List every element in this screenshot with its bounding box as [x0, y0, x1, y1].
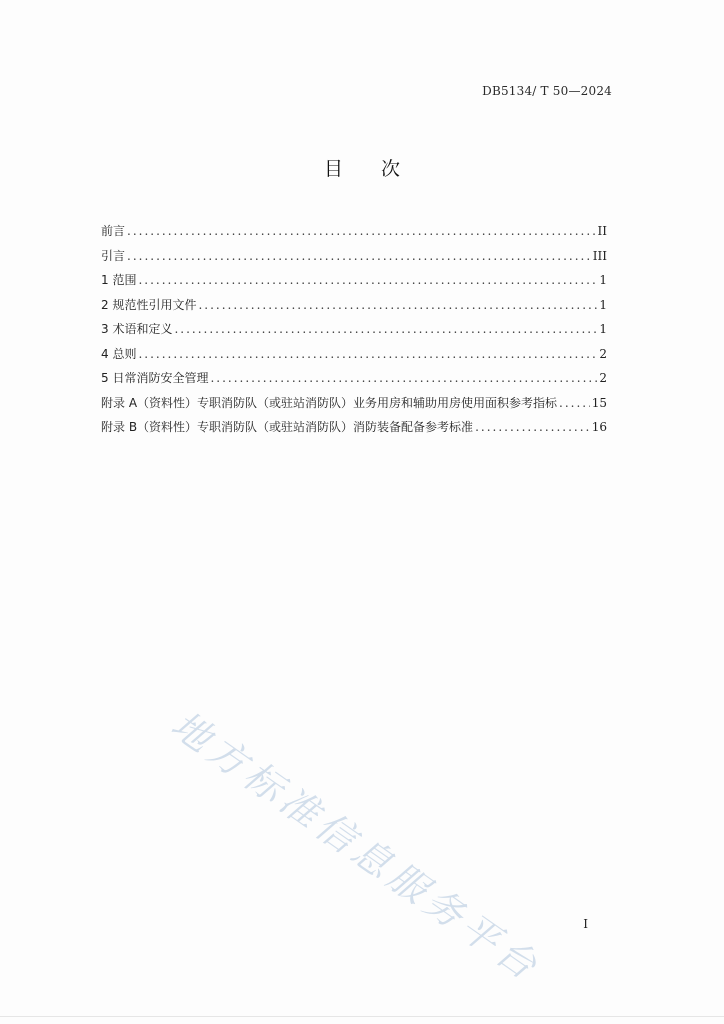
- document-code: DB5134/ T 50—2024: [482, 84, 612, 98]
- toc-title: 目 次: [323, 158, 417, 180]
- toc-entry-page: 1: [599, 273, 607, 287]
- toc-entry-label: 4 总则: [101, 346, 137, 361]
- toc-entry-label: 附录 A（资料性）专职消防队（或驻站消防队）业务用房和辅助用房使用面积参考指标: [101, 395, 558, 410]
- toc-entry-page: 1: [599, 297, 607, 312]
- toc-entry-page: 16: [591, 420, 607, 434]
- toc-leader-dots: [198, 298, 597, 312]
- toc-entry-page: III: [592, 248, 607, 263]
- toc-entry-terms-definitions[interactable]: [101, 320, 607, 345]
- table-of-contents: [101, 222, 607, 443]
- toc-entry-scope[interactable]: [101, 271, 607, 296]
- toc-leader-dots: [174, 322, 597, 336]
- watermark: 地方标准信息服务平台: [163, 702, 550, 991]
- toc-entry-label: 2 规范性引用文件: [101, 297, 197, 312]
- toc-entry-page: II: [597, 224, 607, 238]
- toc-entry-label: 引言: [101, 248, 126, 263]
- bottom-edge-line: [0, 1016, 724, 1017]
- toc-entry-daily-fire-safety[interactable]: [101, 369, 607, 394]
- toc-entry-page: 2: [599, 346, 607, 361]
- toc-entry-label: 1 范围: [101, 273, 137, 287]
- toc-entry-appendix-a[interactable]: [101, 394, 607, 419]
- toc-entry-normative-references[interactable]: [101, 296, 607, 321]
- toc-entry-page: 1: [599, 322, 607, 336]
- toc-entry-introduction[interactable]: [101, 247, 607, 272]
- toc-leader-dots: [138, 273, 597, 287]
- toc-leader-dots: [127, 249, 591, 263]
- toc-leader-dots: [138, 347, 597, 361]
- toc-leader-dots: [559, 396, 590, 410]
- toc-entry-label: 前言: [101, 224, 126, 238]
- toc-leader-dots: [475, 420, 590, 434]
- page-number: I: [583, 917, 588, 931]
- toc-entry-preface[interactable]: [101, 222, 607, 247]
- toc-entry-general[interactable]: [101, 345, 607, 370]
- toc-entry-appendix-b[interactable]: [101, 418, 607, 443]
- toc-entry-label: 3 术语和定义: [101, 322, 173, 336]
- toc-leader-dots: [127, 224, 596, 238]
- toc-leader-dots: [210, 371, 597, 385]
- toc-entry-page: 15: [591, 395, 607, 410]
- toc-entry-label: 5 日常消防安全管理: [101, 371, 209, 385]
- toc-entry-page: 2: [599, 371, 607, 385]
- toc-entry-label: 附录 B（资料性）专职消防队（或驻站消防队）消防装备配备参考标准: [101, 420, 474, 434]
